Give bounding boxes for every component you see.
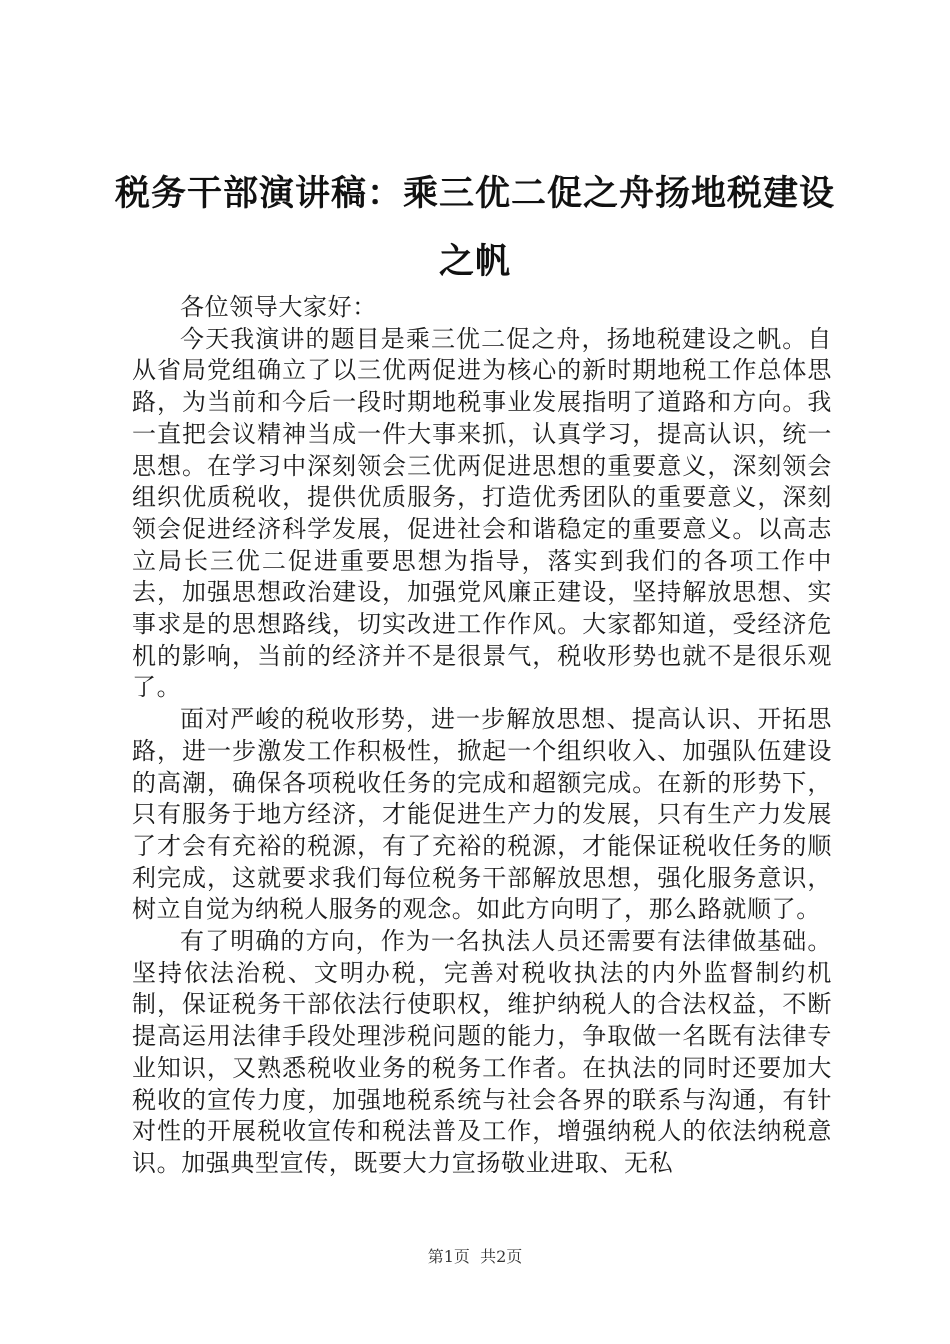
document-body bbox=[132, 292, 832, 1180]
paragraph: 有了明确的方向，作为一名执法人员还需要有法律做基础。坚持依法治税、文明办税，完善对税收执法的内外监督制约机制，保证税务干部依法行使职权，维护纳税人的合法权益，不断提高运用法律手段处理涉税问题的能力，争取做一名既有法律专业知识，又熟悉税收业务的税务工作者。在执法的同时还要加大税收的宣传力度，加强地税系统与社会各界的联系与沟通，有针对性的开展税收宣传和税法普及工作，增强纳税人的依法纳税意识。加强典型宣传，既要大力宣扬敬业进取、无私 bbox=[132, 927, 832, 1177]
page-total: 共2页 bbox=[480, 1247, 523, 1266]
page-footer bbox=[0, 1244, 950, 1267]
document-title: 税务干部演讲稿：乘三优二促之舟扬地税建设之帆 bbox=[114, 173, 835, 282]
page-number: 第1页 bbox=[427, 1247, 470, 1266]
paragraph: 今天我演讲的题目是乘三优二促之舟，扬地税建设之帆。自从省局党组确立了以三优两促进为核心的新时期地税工作总体思路，为当前和今后一段时期地税事业发展指明了道路和方向。我一直把会议精神当成一件大事来抓，认真学习，提高认识，统一思想。在学习中深刻领会三优两促进思想的重要意义，深刻领会组织优质税收，提供优质服务，打造优秀团队的重要意义，深刻领会促进经济科学发展，促进社会和谐稳定的重要意义。以高志立局长三优二促进重要思想为指导，落实到我们的各项工作中去，加强思想政治建设，加强党风廉正建设，坚持解放思想、实事求是的思想路线，切实改进工作作风。大家都知道，受经济危机的影响，当前的经济并不是很景气，税收形势也就不是很乐观了。 bbox=[132, 324, 832, 702]
paragraph: 面对严峻的税收形势，进一步解放思想、提高认识、开拓思路，进一步激发工作积极性，掀起一个组织收入、加强队伍建设的高潮，确保各项税收任务的完成和超额完成。在新的形势下，只有服务于地方经济，才能促进生产力的发展，只有生产力发展了才会有充裕的税源，有了充裕的税源，才能保证税收任务的顺利完成，这就要求我们每位税务干部解放思想，强化服务意识，树立自觉为纳税人服务的观念。如此方向明了，那么路就顺了。 bbox=[132, 705, 832, 924]
salutation: 各位领导大家好： bbox=[180, 293, 377, 321]
